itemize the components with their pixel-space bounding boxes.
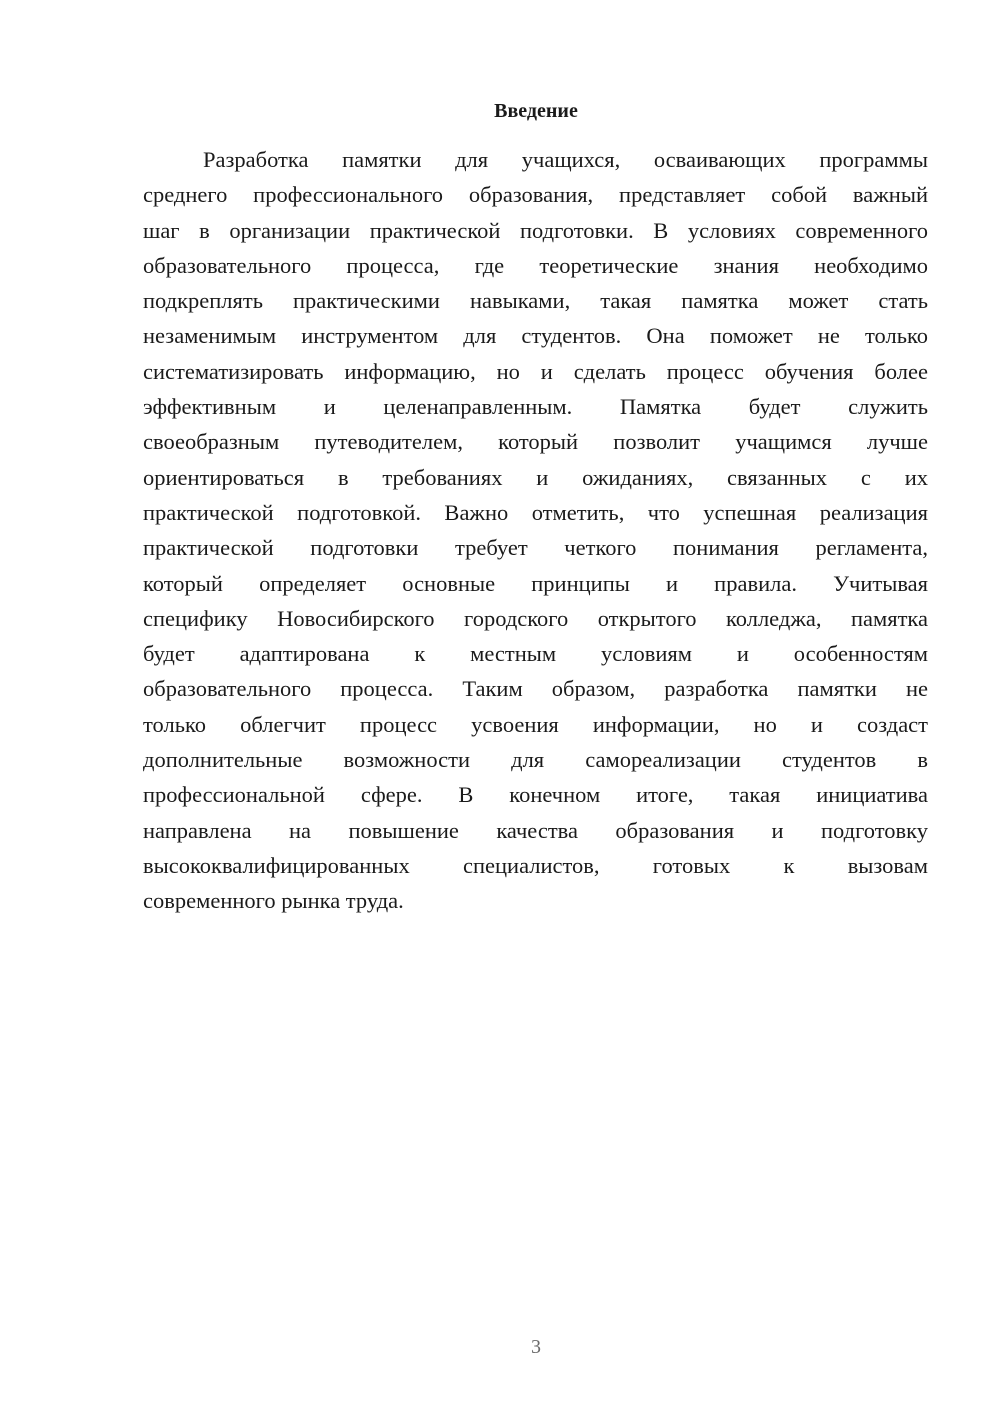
paragraph-line: современного рынка труда. <box>143 888 404 914</box>
paragraph-line: незаменимым инструментом для студентов. Она поможет не только <box>143 323 928 349</box>
paragraph-line: подкреплять практическими навыками, такая памятка может стать <box>143 288 928 314</box>
paragraph-line: направлена на повышение качества образования и подготовку <box>143 817 928 843</box>
paragraph-line: только облегчит процесс усвоения информации, но и создаст <box>143 711 928 737</box>
paragraph-line: образовательного процесса. Таким образом, разработка памятки не <box>143 676 928 702</box>
paragraph-line: среднего профессионального образования, представляет собой важный <box>143 182 928 208</box>
paragraph-line: систематизировать информацию, но и сделать процесс обучения более <box>143 358 928 384</box>
paragraph-line: профессиональной сфере. В конечном итоге, такая инициатива <box>143 782 928 808</box>
paragraph-line: специфику Новосибирского городского открытого колледжа, памятка <box>143 605 928 631</box>
paragraph-line: Разработка памятки для учащихся, осваивающих программы <box>203 147 928 172</box>
paragraph-line: будет адаптирована к местным условиям и особенностям <box>143 641 928 667</box>
paragraph-line: практической подготовки требует четкого понимания регламента, <box>143 535 928 561</box>
paragraph-line: практической подготовкой. Важно отметить, что успешная реализация <box>143 499 928 525</box>
paragraph-line: дополнительные возможности для самореализации студентов в <box>143 747 928 773</box>
paragraph-line: шаг в организации практической подготовки. В условиях современного <box>143 217 928 243</box>
paragraph-line: который определяет основные принципы и правила. Учитывая <box>143 570 928 596</box>
page-number: 3 <box>531 1336 541 1358</box>
paragraph-line: своеобразным путеводителем, который позволит учащимся лучше <box>143 429 928 455</box>
paragraph-line: образовательного процесса, где теоретические знания необходимо <box>143 252 928 278</box>
page-title: Введение <box>494 100 578 122</box>
body-paragraph <box>143 142 928 919</box>
paragraph-line: ориентироваться в требованиях и ожиданиях, связанных с их <box>143 464 928 490</box>
paragraph-line: эффективным и целенаправленным. Памятка будет служить <box>143 394 928 420</box>
paragraph-line: высококвалифицированных специалистов, готовых к вызовам <box>143 852 928 878</box>
